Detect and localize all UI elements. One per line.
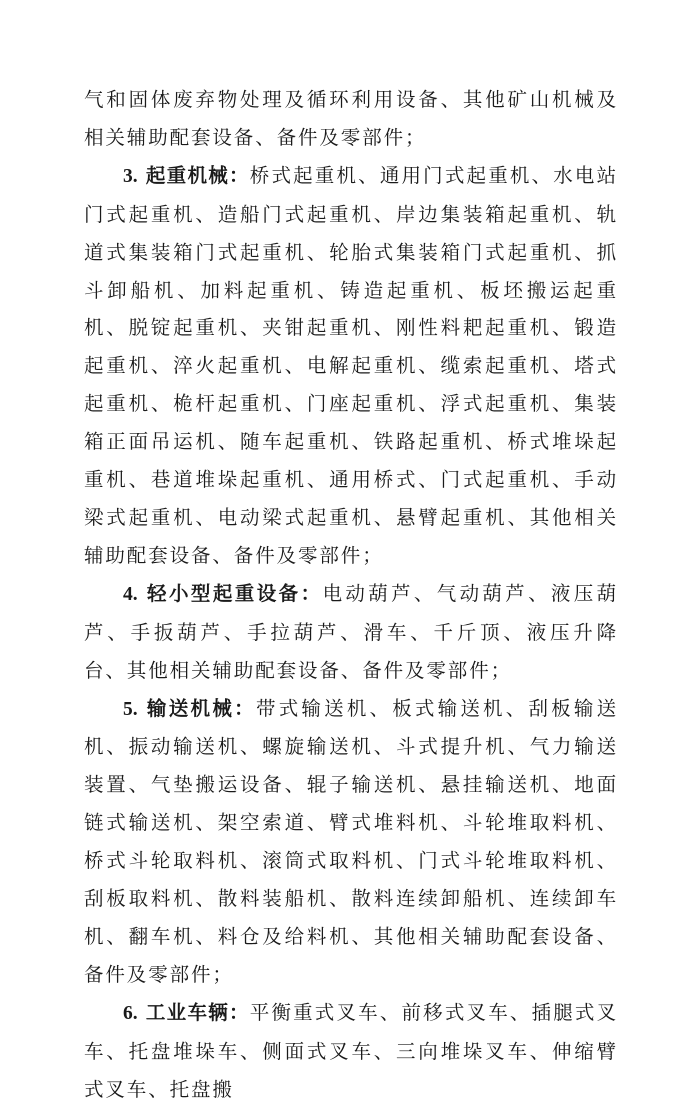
- item-heading: 输送机械：: [145, 696, 256, 720]
- paragraph-text: 气和固体废弃物处理及循环利用设备、其他矿山机械及相关辅助配套设备、备件及零部件；: [84, 88, 618, 149]
- paragraph-lifting-machinery: [84, 157, 618, 575]
- item-number: 4.: [123, 583, 138, 605]
- paragraph-text: 桥式起重机、通用门式起重机、水电站门式起重机、造船门式起重机、岸边集装箱起重机、轨道式集装箱门式起重机、轮胎式集装箱门式起重机、抓斗卸船机、加料起重机、铸造起重机、板坯搬运起重机、脱锭起重机、夹钳起重机、刚性料耙起重机、锻造起重机、淬火起重机、电解起重机、缆索起重机、塔式起重机、桅杆起重机、门座起重机、浮式起重机、集装箱正面吊运机、随车起重机、铁路起重机、桥式堆垛起重机、巷道堆垛起重机、通用桥式、门式起重机、手动梁式起重机、电动梁式起重机、悬臂起重机、其他相关辅助配套设备、备件及零部件；: [84, 163, 618, 567]
- item-number: 6.: [123, 1002, 138, 1024]
- paragraph-text: 电动葫芦、气动葫芦、液压葫芦、手扳葫芦、手拉葫芦、滑车、千斤顶、液压升降台、其他相关辅助配套设备、备件及零部件；: [84, 581, 618, 682]
- paragraph-conveying-machinery: [84, 690, 618, 994]
- item-heading: 起重机械：: [145, 163, 250, 187]
- paragraph-text: 带式输送机、板式输送机、刮板输送机、振动输送机、螺旋输送机、斗式提升机、气力输送装置、气垫搬运设备、辊子输送机、悬挂输送机、地面链式输送机、架空索道、臂式堆料机、斗轮堆取料机、桥式斗轮取料机、滚筒式取料机、门式斗轮堆取料机、刮板取料机、散料装船机、散料连续卸船机、连续卸车机、翻车机、料仓及给料机、其他相关辅助配套设备、备件及零部件；: [84, 696, 618, 986]
- paragraph-continued: [84, 81, 618, 157]
- item-number: 5.: [123, 698, 138, 720]
- paragraph-light-lifting-equipment: [84, 575, 618, 690]
- paragraph-industrial-vehicles: [84, 994, 618, 1108]
- item-heading: 工业车辆：: [145, 1000, 250, 1024]
- item-number: 3.: [123, 165, 138, 187]
- item-heading: 轻小型起重设备：: [145, 581, 323, 605]
- paragraph-text: 平衡重式叉车、前移式叉车、插腿式叉车、托盘堆垛车、侧面式叉车、三向堆垛叉车、伸缩臂式叉车、托盘搬: [84, 1000, 618, 1101]
- document-page: [84, 81, 618, 1108]
